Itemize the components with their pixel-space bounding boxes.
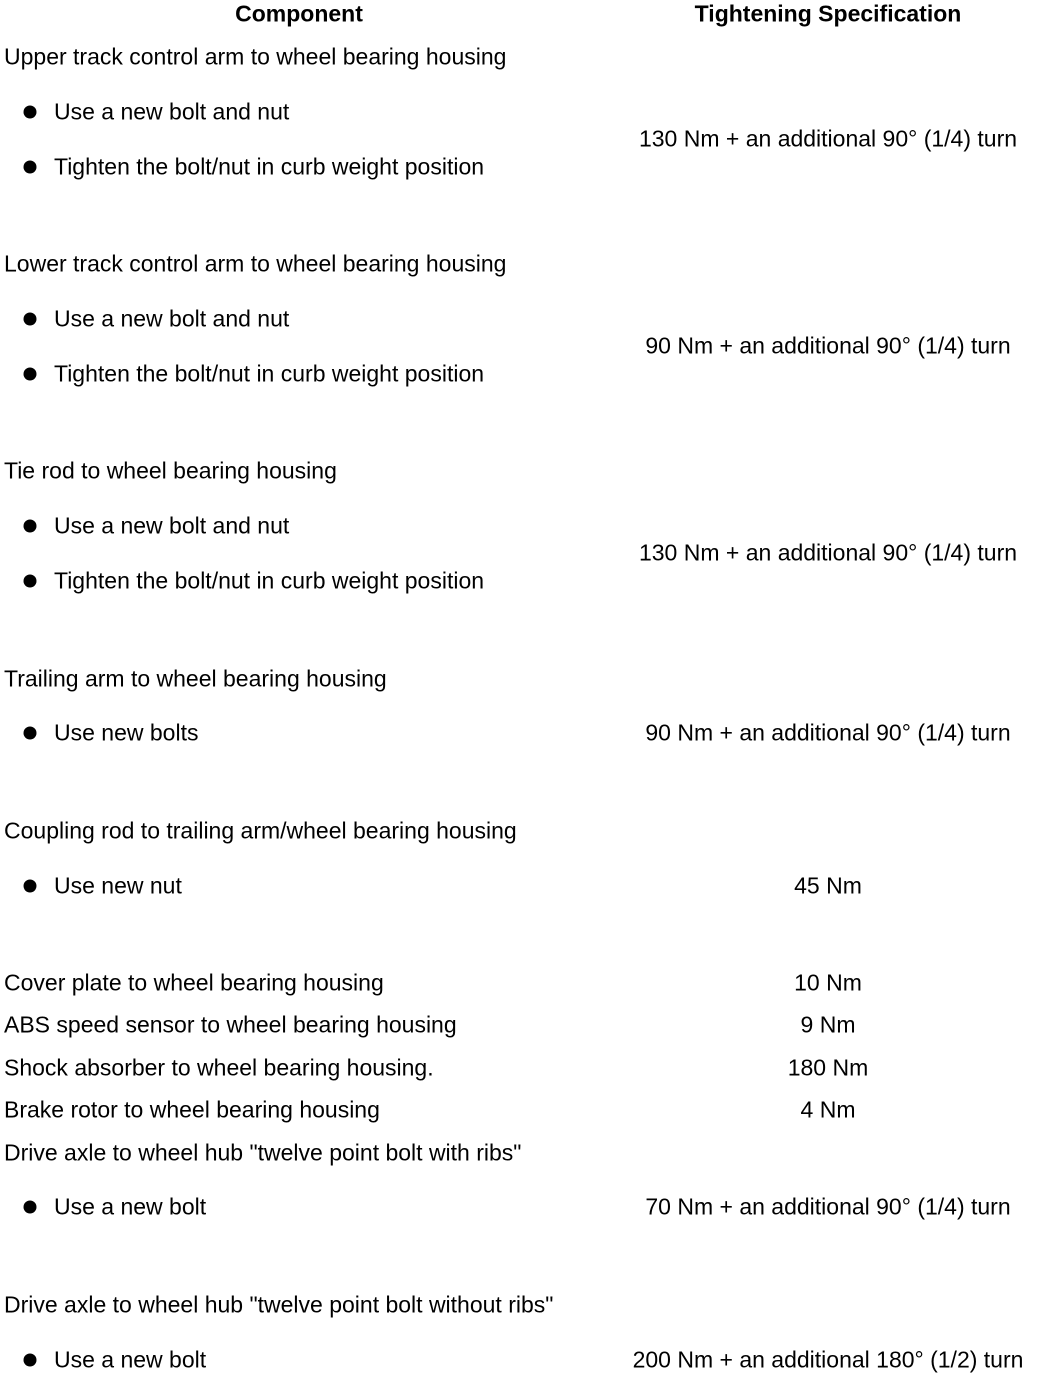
tightening-spec: 9 Nm <box>800 1011 856 1038</box>
tightening-spec: 90 Nm + an additional 90° (1/4) turn <box>645 719 1011 746</box>
tightening-spec: 200 Nm + an additional 180° (1/2) turn <box>632 1346 1024 1373</box>
bullet-icon <box>24 1201 37 1214</box>
component-name: Trailing arm to wheel bearing housing <box>4 665 387 692</box>
spec-column-header: Tightening Specification <box>694 0 962 27</box>
bullet-icon <box>24 727 37 740</box>
component-name: Drive axle to wheel hub "twelve point bolt without ribs" <box>4 1291 554 1318</box>
tightening-spec: 130 Nm + an additional 90° (1/4) turn <box>638 125 1018 152</box>
component-name: ABS speed sensor to wheel bearing housing <box>4 1011 457 1038</box>
note-text: Use new bolts <box>54 719 199 746</box>
tightening-spec: 45 Nm <box>794 872 862 899</box>
note-text: Use a new bolt and nut <box>54 512 290 539</box>
bullet-icon <box>24 575 37 588</box>
note-text: Use a new bolt and nut <box>54 305 290 332</box>
component-name: Brake rotor to wheel bearing housing <box>4 1096 380 1123</box>
bullet-icon <box>24 520 37 533</box>
tightening-spec: 70 Nm + an additional 90° (1/4) turn <box>645 1193 1011 1220</box>
bullet-icon <box>24 368 37 381</box>
note-text: Use a new bolt <box>54 1193 207 1220</box>
tightening-spec: 90 Nm + an additional 90° (1/4) turn <box>645 332 1011 359</box>
note-text: Use new nut <box>54 872 182 899</box>
bullet-icon <box>24 161 37 174</box>
note-text: Tighten the bolt/nut in curb weight position <box>54 153 485 180</box>
component-name: Coupling rod to trailing arm/wheel bearing housing <box>4 817 517 844</box>
note-text: Use a new bolt and nut <box>54 98 290 125</box>
bullet-icon <box>24 106 37 119</box>
component-name: Cover plate to wheel bearing housing <box>4 969 384 996</box>
bullet-icon <box>24 880 37 893</box>
component-name: Lower track control arm to wheel bearing housing <box>4 250 507 277</box>
note-text: Tighten the bolt/nut in curb weight position <box>54 360 485 387</box>
tightening-spec: 4 Nm <box>800 1096 856 1123</box>
note-text: Tighten the bolt/nut in curb weight position <box>54 567 485 594</box>
tightening-spec: 130 Nm + an additional 90° (1/4) turn <box>638 539 1018 566</box>
component-column-header: Component <box>235 0 363 27</box>
note-text: Use a new bolt <box>54 1346 207 1373</box>
bullet-icon <box>24 1354 37 1367</box>
tightening-spec: 180 Nm <box>787 1054 869 1081</box>
component-name: Upper track control arm to wheel bearing housing <box>4 43 507 70</box>
tightening-spec: 10 Nm <box>794 969 862 996</box>
component-name: Tie rod to wheel bearing housing <box>4 457 337 484</box>
bullet-icon <box>24 313 37 326</box>
component-name: Drive axle to wheel hub "twelve point bolt with ribs" <box>4 1139 522 1166</box>
component-name: Shock absorber to wheel bearing housing. <box>4 1054 434 1081</box>
